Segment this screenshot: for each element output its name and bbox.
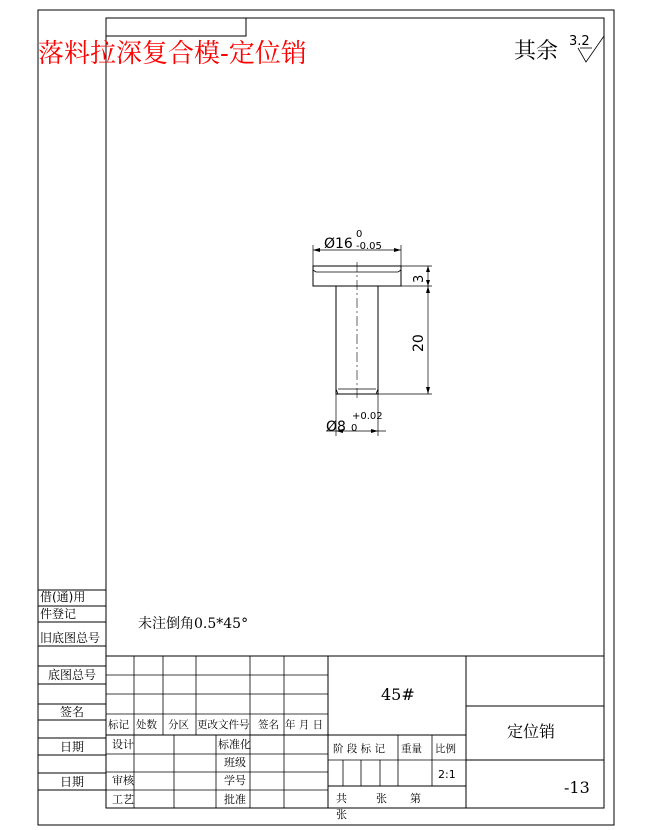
registry-label: 件登记 xyxy=(40,607,77,621)
class-label: 班级 xyxy=(224,756,246,769)
date-label-1: 日期 xyxy=(60,740,85,754)
hdr-zone: 分区 xyxy=(168,719,189,731)
review-label: 审核 xyxy=(112,774,134,787)
hdr-count: 处数 xyxy=(136,719,157,731)
head-tol-upper: 0 xyxy=(356,229,363,240)
old-drawing-label: 旧底图总号 xyxy=(40,631,101,645)
weight-label: 重量 xyxy=(401,743,422,755)
approve-label: 批准 xyxy=(224,793,246,806)
head-tol-lower: -0.05 xyxy=(356,241,382,252)
hdr-mark: 标记 xyxy=(108,719,129,731)
head-thickness-label: 3 xyxy=(412,274,427,283)
sheets-label: 张 xyxy=(376,792,387,805)
process-label: 工艺 xyxy=(112,793,134,806)
hdr-date: 年 月 日 xyxy=(285,719,324,731)
chamfer-note: 未注倒角0.5*45° xyxy=(138,616,249,632)
hdr-change-doc: 更改文件号 xyxy=(197,719,250,731)
part-name: 定位销 xyxy=(507,722,556,741)
sign-label: 签名 xyxy=(60,705,85,719)
shaft-tol-upper: +0.02 xyxy=(352,411,383,422)
sheet-label-2: 张 xyxy=(336,808,347,821)
total-label: 共 xyxy=(336,792,347,805)
scale-value: 2:1 xyxy=(438,768,456,781)
roughness-value: 3.2 xyxy=(569,34,590,49)
base-drawing-label: 底图总号 xyxy=(48,668,97,682)
top-corner-box xyxy=(106,18,246,36)
drawing-number: -13 xyxy=(564,778,590,797)
hdr-signature: 签名 xyxy=(258,719,279,731)
shaft-tol-lower: 0 xyxy=(351,423,358,434)
design-label: 设计 xyxy=(112,738,134,751)
scale-label: 比例 xyxy=(435,743,456,755)
head-diameter-label: Ø16 xyxy=(324,236,353,252)
material-value: 45# xyxy=(381,685,415,704)
shaft-diameter-label: Ø8 xyxy=(326,419,346,435)
roughness-prefix: 其余 xyxy=(514,39,559,64)
borrow-label: 借(通)用 xyxy=(40,590,86,604)
shaft-length-label: 20 xyxy=(411,334,427,352)
standardize-label: 标准化 xyxy=(218,738,251,751)
student-no-label: 学号 xyxy=(224,774,246,787)
date-label-2: 日期 xyxy=(60,775,85,789)
sheet-no-label: 第 xyxy=(410,792,421,805)
stage-label: 阶 段 标 记 xyxy=(333,743,386,755)
drawing-title: 落料拉深复合模-定位销 xyxy=(38,39,307,69)
outer-frame xyxy=(38,10,614,825)
